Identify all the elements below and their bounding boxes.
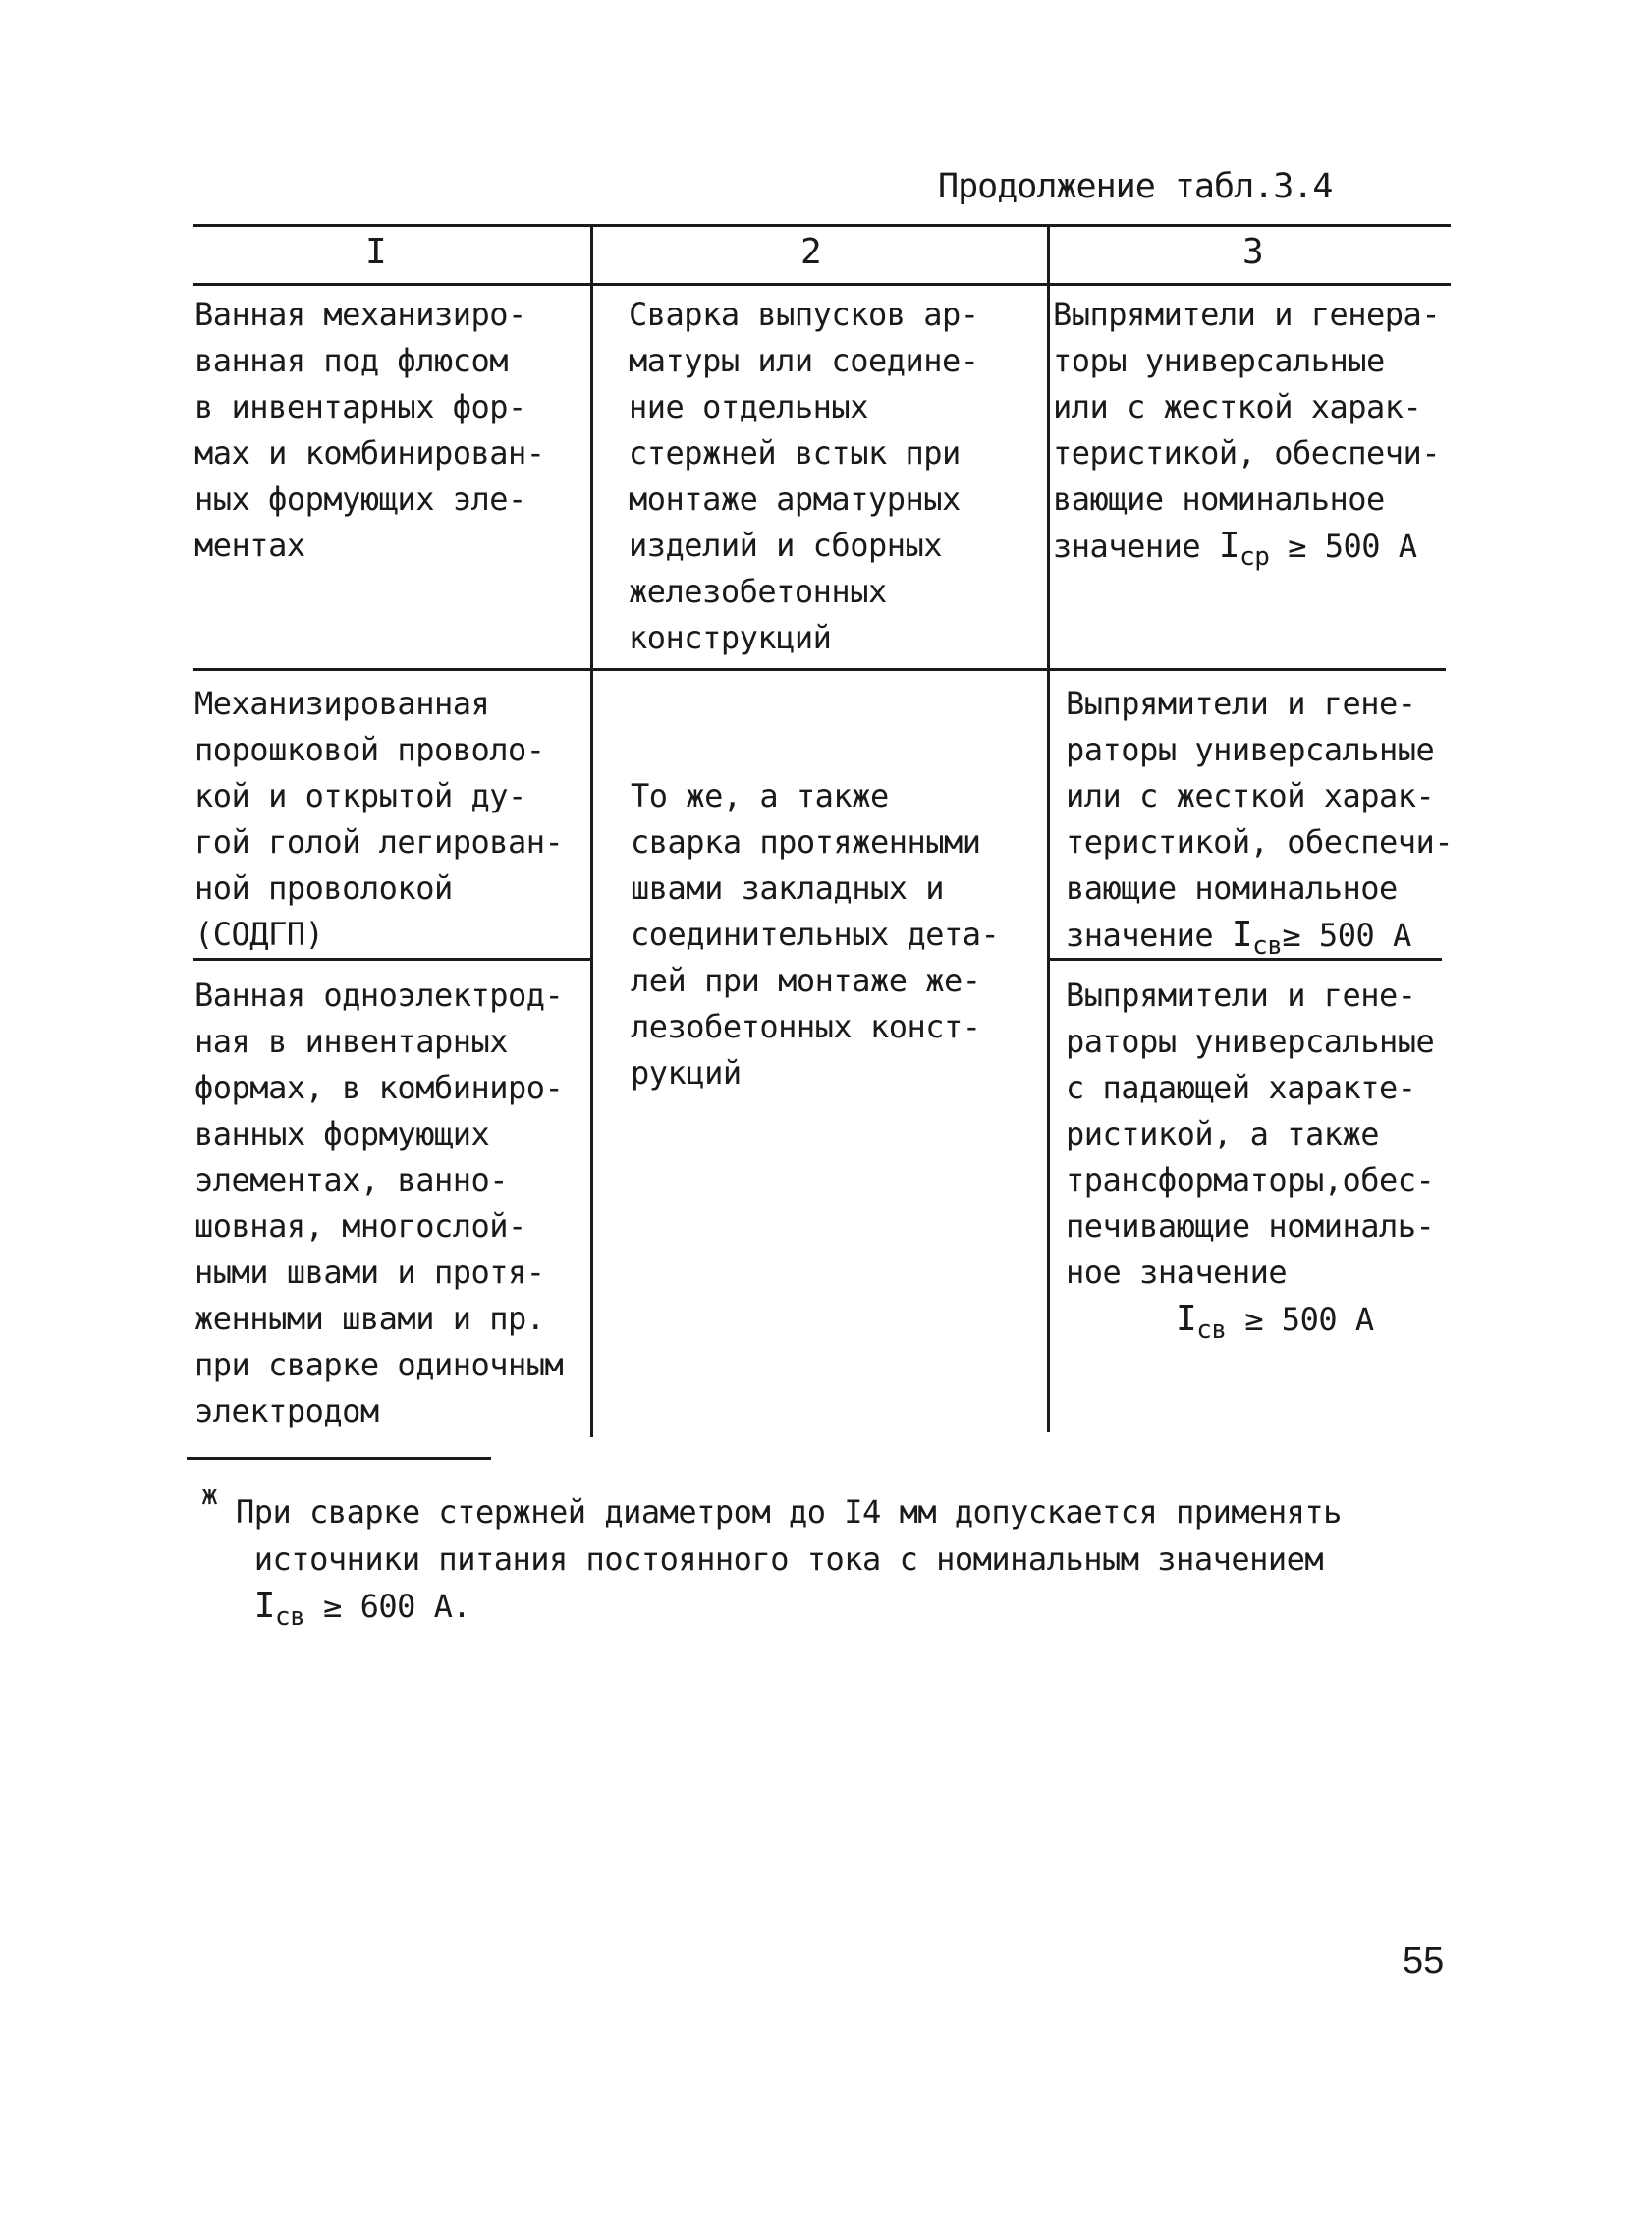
footnote-rule [187,1457,491,1460]
current-value: ≥ 500 А [1226,1301,1374,1338]
current-subscript: ср [1239,542,1270,572]
table-caption: Продолжение табл.3.4 [938,167,1333,206]
footnote-text [236,1488,1342,1633]
row1-bottom-rule [193,668,1446,671]
row3-power-source-cell [1066,973,1434,1346]
header-bottom-rule [193,283,1451,286]
current-symbol: I [253,1586,275,1626]
row3-process-cell: Ванная одноэлектрод- ная в инвентарных формах, в комбиниро- ванных формующих элементах, ванно- шовная, многослой- ными швами и протя- женными швами и пр. при сварке одиночным электродом [194,977,564,1429]
row1-power-source-cell [1053,292,1440,573]
current-value: ≥ 500 А [1282,917,1411,954]
column-header-2: 2 [800,232,822,272]
column-header-3: 3 [1242,232,1264,272]
current-value: ≥ 600 А. [304,1588,471,1625]
current-symbol: I [1176,1299,1197,1339]
current-subscript: св [1196,1315,1227,1345]
row1-application-cell: Сварка выпусков ар- матуры или соедине- ние отдельных стержней встык при монтаже арматурных изделий и сборных железобетонных конструкций [629,296,979,656]
row1-process-cell: Ванная механизиро- ванная под флюсом в инвентарных фор- мах и комбинирован- ных формующих эле- ментах [194,296,545,564]
table-top-rule [193,224,1451,227]
current-symbol: I [1231,915,1253,955]
column-divider-1 [590,224,593,1437]
footnote-body: При сварке стержней диаметром до I4 мм допускается применять источники питания постоянного тока с номинальным значением [236,1493,1342,1578]
page-number: 55 [1403,1940,1445,1982]
merged-application-cell: То же, а также сварка протяженными швами закладных и соединительных дета- лей при монтаже же- лезобетонных конст- рукций [631,777,1000,1092]
row2-col1-bottom-rule [193,958,591,961]
current-subscript: св [1252,931,1283,961]
column-divider-2 [1047,224,1050,1432]
current-subscript: св [274,1602,305,1632]
column-header-1: I [365,232,387,272]
row2-process-cell: Механизированная порошковой проволо- кой и открытой ду- гой голой легирован- ной проволокой (СОДГП) [194,685,564,953]
current-value: ≥ 500 А [1269,528,1417,565]
row3-power-source-text: Выпрямители и гене- раторы универсальные с падающей характе- ристикой, а также трансформаторы,обес- печивающие номиналь- ное значение [1066,977,1435,1291]
row2-power-source-cell [1066,681,1453,962]
footnote-marker: ж [201,1479,218,1511]
row1-power-source-text: Выпрямители и генера- торы универсальные или с жесткой харак- теристикой, обеспечи- вающие номинальное значение [1053,296,1441,565]
row2-power-source-text: Выпрямители и гене- раторы универсальные или с жесткой харак- теристикой, обеспечи- вающие номинальное значение [1066,685,1454,954]
current-symbol: I [1218,526,1240,566]
